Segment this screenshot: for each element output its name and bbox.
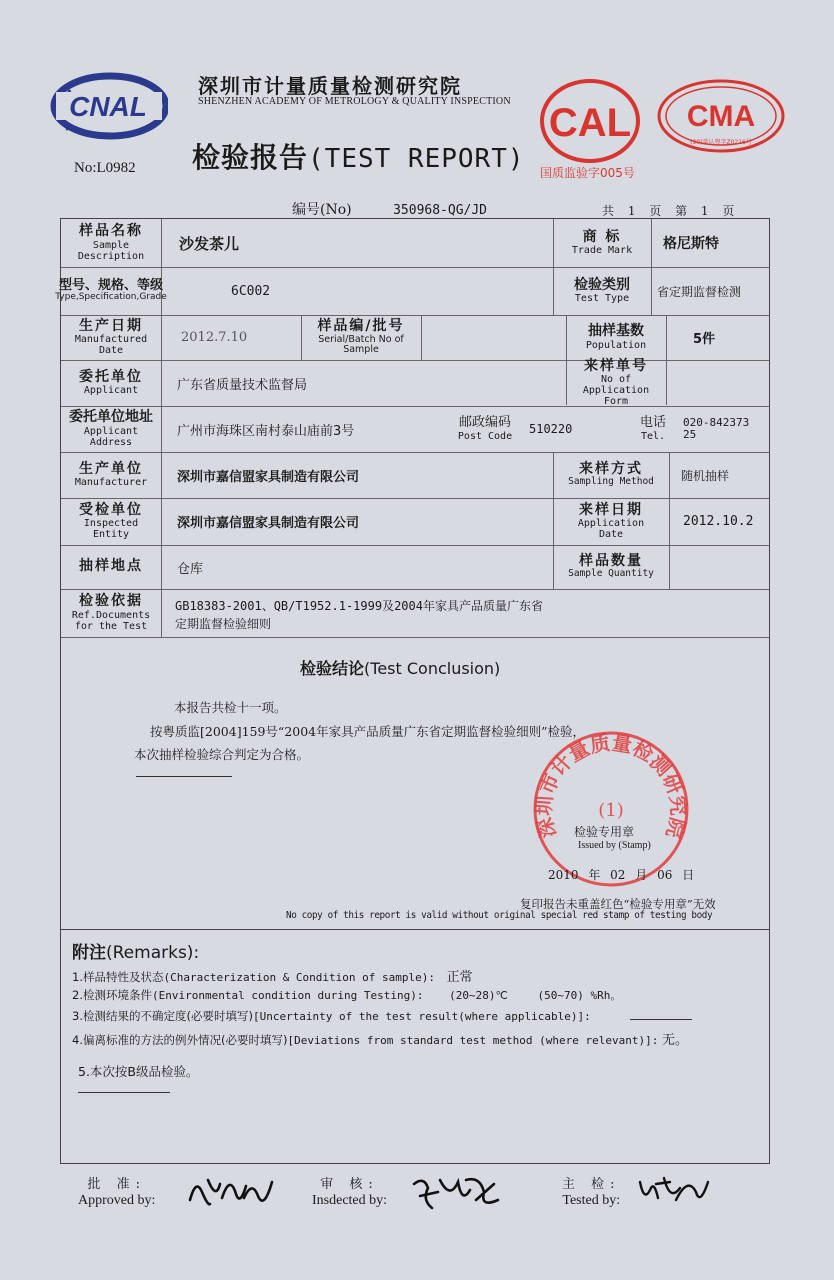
- accreditation-number: No:L0982: [74, 160, 136, 176]
- report-number-label: 编号(No): [292, 202, 352, 218]
- organization-name-en: SHENZHEN ACADEMY OF METROLOGY & QUALITY INSPECTION: [198, 96, 511, 107]
- test-basis-value: GB18383-2001、QB/T1952.1-1999及2004年家具产品质量广东省 定期监督检验细则: [175, 599, 543, 631]
- report-title-en: (TEST REPORT): [308, 144, 525, 174]
- post-code-value: 510220: [529, 422, 573, 436]
- svg-text:深圳市计量质量检测研究院: 深圳市计量质量检测研究院: [532, 730, 690, 841]
- sampling-method-value: 随机抽样: [681, 468, 730, 483]
- remarks-title: 附注(Remarks):: [72, 943, 200, 963]
- stamp-label-cn: 检验专用章: [574, 825, 635, 839]
- remark-4: 4.偏离标准的方法的例外情况(必要时填写)[Deviations from standard test method (where relevant)]: 无。: [72, 1033, 688, 1048]
- trade-mark-value: 格尼斯特: [663, 236, 719, 252]
- model-label: 型号、规格、等级 Type,Specification,Grade: [55, 277, 167, 303]
- remark-3: 3.检测结果的不确定度(必要时填写)[Uncertainty of the test result(where applicable)]:: [72, 1008, 692, 1024]
- application-date-label: 来样日期 Application Date: [577, 501, 645, 541]
- approved-by-label: 批 准: Approved by:: [78, 1177, 156, 1208]
- stamp-label-en: Issued by (Stamp): [578, 840, 651, 851]
- inspection-stamp-icon: [532, 730, 690, 888]
- sampling-location-value: 仓库: [177, 561, 204, 577]
- svg-text:(90)量认粤字Z0216号: (90)量认粤字Z0216号: [690, 139, 752, 146]
- application-number-label: 来样单号 No of Application Form: [582, 357, 650, 408]
- remark-1: 1.样品特性及状态(Characterization & Condition of sample): 正常: [72, 970, 473, 985]
- cnal-logo: [48, 62, 168, 152]
- remark-2: 2.检测环境条件(Environmental condition during Testing): (20~28)℃ (50~70) %Rh。: [72, 988, 622, 1002]
- sampling-method-label: 来样方式 Sampling Method: [568, 461, 654, 488]
- svg-text:CMA: CMA: [686, 100, 756, 133]
- report-title-cn: 检验报告: [192, 141, 309, 174]
- model-value: 6C002: [231, 283, 271, 299]
- conclusion-line-1: 本报告共检十一项。: [174, 700, 287, 715]
- manufacturer-label: 生产单位 Manufacturer: [74, 460, 148, 489]
- applicant-value: 广东省质量技术监督局: [177, 377, 308, 393]
- conclusion-underline: [136, 776, 232, 777]
- inspected-entity-value: 深圳市嘉信盟家具制造有限公司: [177, 516, 360, 531]
- manufacturer-value: 深圳市嘉信盟家具制造有限公司: [177, 469, 360, 485]
- tel-value: 020-842373 25: [683, 415, 750, 441]
- tested-by-label: 主 检: Tested by:: [562, 1177, 621, 1208]
- cma-seal-icon: [656, 78, 786, 158]
- serial-batch-label: 样品编/批号 Serial/Batch No of Sample: [317, 318, 405, 356]
- report-number-line: [292, 199, 524, 219]
- conclusion-title: 检验结论(Test Conclusion): [300, 659, 501, 678]
- copy-notice-cn: 复印报告未重盖红色“检验专用章”无效: [520, 897, 716, 911]
- tester-signature-icon: [636, 1172, 712, 1214]
- cal-seal-icon: [538, 78, 642, 164]
- sample-description-value: 沙发茶儿: [179, 234, 240, 253]
- tel-label: 电话 Tel.: [639, 415, 666, 442]
- test-type-value: 省定期监督检测: [657, 284, 742, 299]
- svg-text:CNAL: CNAL: [69, 91, 147, 122]
- remark-5-underline: [78, 1092, 170, 1093]
- svg-text:CAL: CAL: [548, 101, 632, 145]
- reviewer-signature-icon: [410, 1170, 502, 1216]
- svg-text:(1): (1): [598, 800, 624, 821]
- applicant-label: 委托单位 Applicant: [79, 368, 143, 397]
- test-basis-label: 检验依据 Ref.Documents for the Test: [71, 593, 151, 632]
- sample-description-label: 样品名称 Sample Description: [77, 223, 145, 262]
- population-label: 抽样基数 Population: [585, 323, 647, 351]
- applicant-address-value: 广州市海珠区南村泰山庙前3号: [177, 423, 355, 439]
- sample-quantity-label: 样品数量 Sample Quantity: [568, 553, 654, 580]
- inspected-entity-label: 受检单位 Inspected Entity: [79, 501, 143, 541]
- application-date-value: 2012.10.2: [683, 514, 754, 529]
- applicant-address-label: 委托单位地址 Applicant Address: [69, 409, 153, 448]
- sampling-location-label: 抽样地点: [79, 558, 143, 575]
- conclusion-line-3: 本次抽样检验综合判定为合格。: [134, 747, 310, 762]
- report-number-value: 350968-QG/JD: [356, 203, 524, 219]
- manufactured-date-value: 2012.7.10: [181, 330, 248, 345]
- copy-notice-en: No copy of this report is valid without original special red stamp of testing body: [286, 910, 713, 921]
- conclusion-line-2: 按粤质监[2004]159号“2004年家具产品质量广东省定期监督检验细则”检验，: [150, 724, 586, 739]
- page-info: 共 1 页 第 1 页: [602, 204, 735, 218]
- stamp-date: 2010 年 02 月 06 日: [548, 868, 695, 882]
- manufactured-date-label: 生产日期 Manufactured Date: [74, 317, 148, 357]
- trade-mark-label: 商 标 Trade Mark: [571, 228, 633, 257]
- organization-name-cn: 深圳市计量质量检测研究院: [198, 74, 462, 98]
- post-code-label: 邮政编码 Post Code: [457, 415, 513, 442]
- report-title: [192, 136, 525, 176]
- cal-caption: 国质监验字005号: [540, 166, 635, 180]
- test-type-label: 检验类别 Test Type: [574, 276, 630, 305]
- remark-5: 5.本次按B级品检验。: [78, 1064, 199, 1079]
- population-value: 5件: [693, 332, 716, 347]
- inspected-by-label: 审 核: Insdected by:: [312, 1177, 388, 1208]
- approver-signature-icon: [186, 1170, 278, 1214]
